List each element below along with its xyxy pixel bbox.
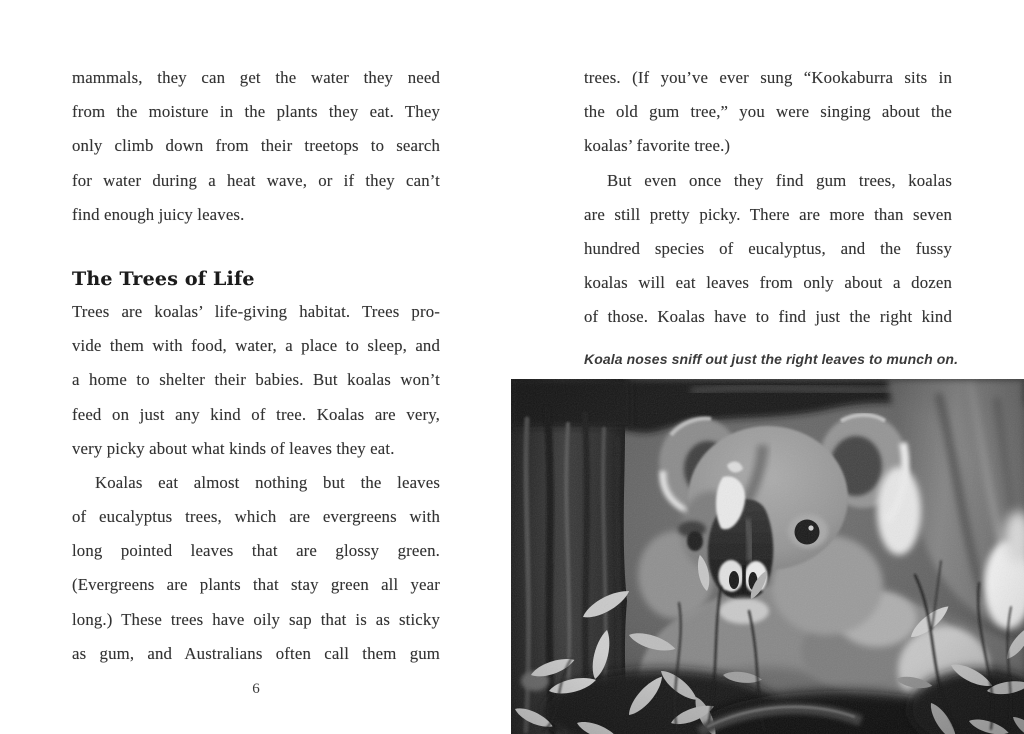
text-line: hundred species of eucalyptus, and the fussy — [584, 238, 952, 258]
text-line: for water during a heat wave, or if they can’t — [72, 170, 440, 190]
text-line: of those. Koalas have to find just the right kind — [584, 307, 952, 327]
page-number: 6 — [252, 681, 260, 697]
text-line: koalas will eat leaves from only about a dozen — [584, 273, 952, 293]
text-line: trees. (If you’ve ever sung “Kookaburra sits in — [584, 68, 952, 87]
text-line: Koalas eat almost nothing but the leaves — [95, 472, 440, 492]
text-line: find enough juicy leaves. — [72, 204, 245, 224]
text-line: (Evergreens are plants that stay green all year — [72, 575, 440, 595]
text-line: from the moisture in the plants they eat. They — [72, 102, 440, 122]
text-line: are still pretty picky. There are more than seven — [584, 204, 952, 224]
text-line: long.) These trees have oily sap that is as sticky — [72, 609, 440, 629]
text-line: very picky about what kinds of leaves they eat. — [72, 438, 395, 458]
text-line: feed on just any kind of tree. Koalas are very, — [72, 404, 440, 424]
koala-photo — [511, 379, 1024, 734]
text-line: as gum, and Australians often call them gum — [72, 643, 440, 663]
left-page-text — [72, 61, 440, 671]
text-line: koalas’ favorite tree.) — [584, 136, 731, 156]
text-line: the old gum tree,” you were singing about the — [584, 102, 952, 122]
section-heading: The Trees of Life — [72, 267, 255, 290]
right-page-text — [584, 61, 952, 335]
text-line: But even once they find gum trees, koalas — [607, 170, 952, 190]
text-line: a home to shelter their babies. But koalas won’t — [72, 370, 440, 390]
koala-photo-illustration — [511, 379, 1024, 734]
text-line: vide them with food, water, a place to sleep, and — [72, 336, 440, 356]
text-line: only climb down from their treetops to search — [72, 136, 440, 156]
photo-caption: Koala noses sniff out just the right leaves to munch on. — [584, 351, 959, 367]
vignette-overlay — [511, 379, 1024, 734]
text-line: Trees are koalas’ life-giving habitat. Trees pro- — [72, 301, 440, 321]
text-line: of eucalyptus trees, which are evergreens with — [72, 507, 440, 527]
text-line: long pointed leaves that are glossy green. — [72, 541, 440, 561]
text-line: mammals, they can get the water they need — [72, 68, 440, 87]
